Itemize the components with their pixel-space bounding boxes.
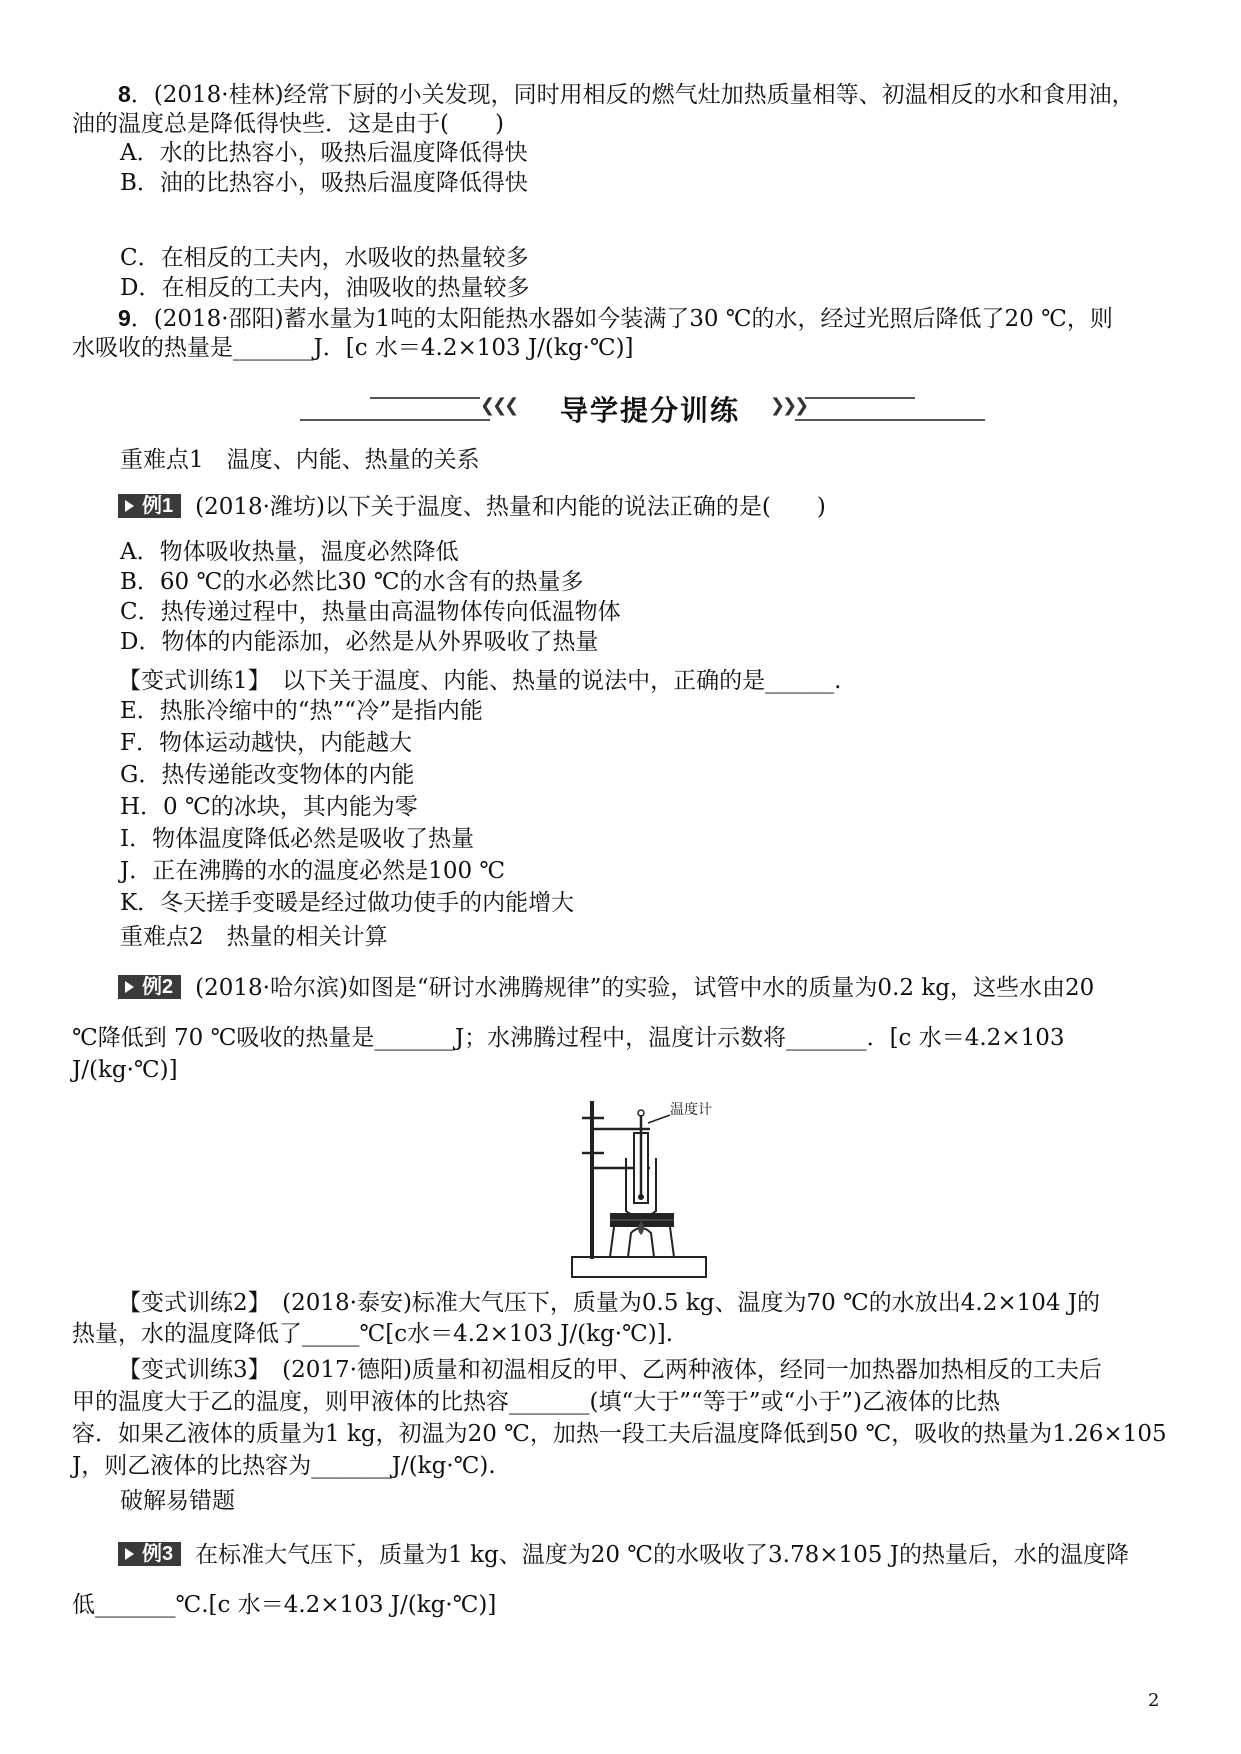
example-3-stem: 在标准大气压下，质量为1 kg、温度为20 ℃的水吸收了3.78×105 J的热量后，水的温度降: [195, 1542, 1129, 1568]
variant-2-line1: 【变式训练2】 (2018·泰安)标准大气压下，质量为0.5 kg、温度为70 ℃的水放出4.2×104 J的: [118, 1290, 1101, 1316]
example-3-tag: 例3: [118, 1542, 181, 1566]
variant-2-line2: 热量，水的温度降低了_____℃[c水＝4.2×103 J/(kg·℃)].: [72, 1321, 674, 1347]
q8-option-c: C．在相反的工夫内，水吸收的热量较多: [120, 245, 529, 271]
example-2-tag: 例2: [118, 975, 181, 999]
example-1-option-b: B．60 ℃的水必然比30 ℃的水含有的热量多: [120, 569, 584, 595]
variant-3-line1: 【变式训练3】 (2017·德阳)质量和初温相反的甲、乙两种液体，经同一加热器加热相反的工夫后: [118, 1357, 1102, 1383]
example-3-line2: 低_______℃.[c 水＝4.2×103 J/(kg·℃)]: [72, 1592, 497, 1618]
example-1-option-d: D．物体的内能添加，必然是从外界吸收了热量: [120, 629, 599, 655]
example-1-line: [118, 492, 826, 522]
q8-line2: 油的温度总是降低得快些．这是由于( ): [72, 111, 504, 137]
q9-number: 9: [118, 305, 131, 331]
variant-3-line3: 容．如果乙液体的质量为1 kg，初温为20 ℃，加热一段工夫后温度降低到50 ℃，吸收的热量为1.26×105: [72, 1421, 1167, 1447]
play-icon: [125, 981, 134, 993]
variant-3-line4: J，则乙液体的比热容为_______J/(kg·℃).: [72, 1453, 496, 1479]
variant-3-line2: 甲的温度大于乙的温度，则甲液体的比热容_______(填“大于”“等于”或“小于”)乙液体的比热: [72, 1389, 1000, 1415]
q8-option-b: B．油的比热容小，吸热后温度降低得快: [120, 170, 528, 196]
boiling-experiment-figure: [570, 1093, 710, 1289]
apparatus-drawing: [570, 1093, 710, 1283]
play-icon: [125, 1548, 134, 1560]
key-point-2-heading: 重难点2 热量的相关计算: [120, 924, 388, 950]
play-icon: [125, 500, 134, 512]
example-2-line1: [118, 973, 1094, 1003]
q9-stem: ．(2018·邵阳)蓄水量为1吨的太阳能热水器如今装满了30 ℃的水，经过光照后降低了20 ℃，则: [130, 306, 1113, 332]
variant-1-option-f: F．物体运动越快，内能越大: [120, 730, 412, 756]
variant-1-option-j: J．正在沸腾的水的温度必然是100 ℃: [120, 858, 506, 884]
example-2-line3: J/(kg·℃)]: [72, 1057, 178, 1083]
example-1-option-c: C．热传递过程中，热量由高温物体传向低温物体: [120, 599, 621, 625]
example-1-option-a: A．物体吸收热量，温度必然降低: [120, 539, 459, 565]
section-banner: [300, 385, 1000, 435]
variant-1-option-h: H．0 ℃的冰块，其内能为零: [120, 794, 418, 820]
variant-1-option-k: K．冬天搓手变暖是经过做功使手的内能增大: [120, 890, 575, 916]
example-1-stem: (2018·潍坊)以下关于温度、热量和内能的说法正确的是( ): [195, 494, 826, 520]
variant-1-option-i: I．物体温度降低必然是吸收了热量: [120, 826, 475, 852]
page-number: 2: [1148, 1690, 1160, 1711]
banner-title: 导学提分训练: [559, 395, 740, 426]
error-prone-heading: 破解易错题: [120, 1488, 235, 1514]
q8-stem: ．(2018·桂林)经常下厨的小关发现，同时用相反的燃气灶加热质量相等、初温相反的水和食用油，: [130, 82, 1135, 108]
q8-option-d: D．在相反的工夫内，油吸收的热量较多: [120, 275, 530, 301]
variant-1-option-e: E．热胀冷缩中的“热”“冷”是指内能: [120, 698, 483, 724]
q8-line1: [118, 79, 1135, 110]
variant-1-option-g: G．热传递能改变物体的内能: [120, 762, 415, 788]
key-point-1-heading: 重难点1 温度、内能、热量的关系: [120, 447, 480, 473]
example-1-tag: 例1: [118, 494, 181, 518]
banner-left-arrows: ❮❮❮: [480, 395, 517, 416]
thermometer-label: 温度计: [670, 1102, 712, 1118]
q8-option-a: A．水的比热容小，吸热后温度降低得快: [120, 140, 528, 166]
example-2-stem: (2018·哈尔滨)如图是“研讨水沸腾规律”的实验，试管中水的质量为0.2 kg，这些水由20: [195, 975, 1095, 1001]
example-2-line2: ℃降低到 70 ℃吸收的热量是_______J；水沸腾过程中，温度计示数将_______．[c 水＝4.2×103: [72, 1025, 1065, 1051]
q9-line2: 水吸收的热量是_______J．[c 水＝4.2×103 J/(kg·℃)]: [72, 335, 634, 361]
q8-number: 8: [118, 81, 131, 107]
banner-right-arrows: ❯❯❯: [770, 395, 807, 416]
variant-1-stem: 【变式训练1】 以下关于温度、内能、热量的说法中，正确的是______.: [118, 668, 842, 694]
example-3-line1: [118, 1540, 1129, 1570]
q9-line1: [118, 303, 1113, 334]
